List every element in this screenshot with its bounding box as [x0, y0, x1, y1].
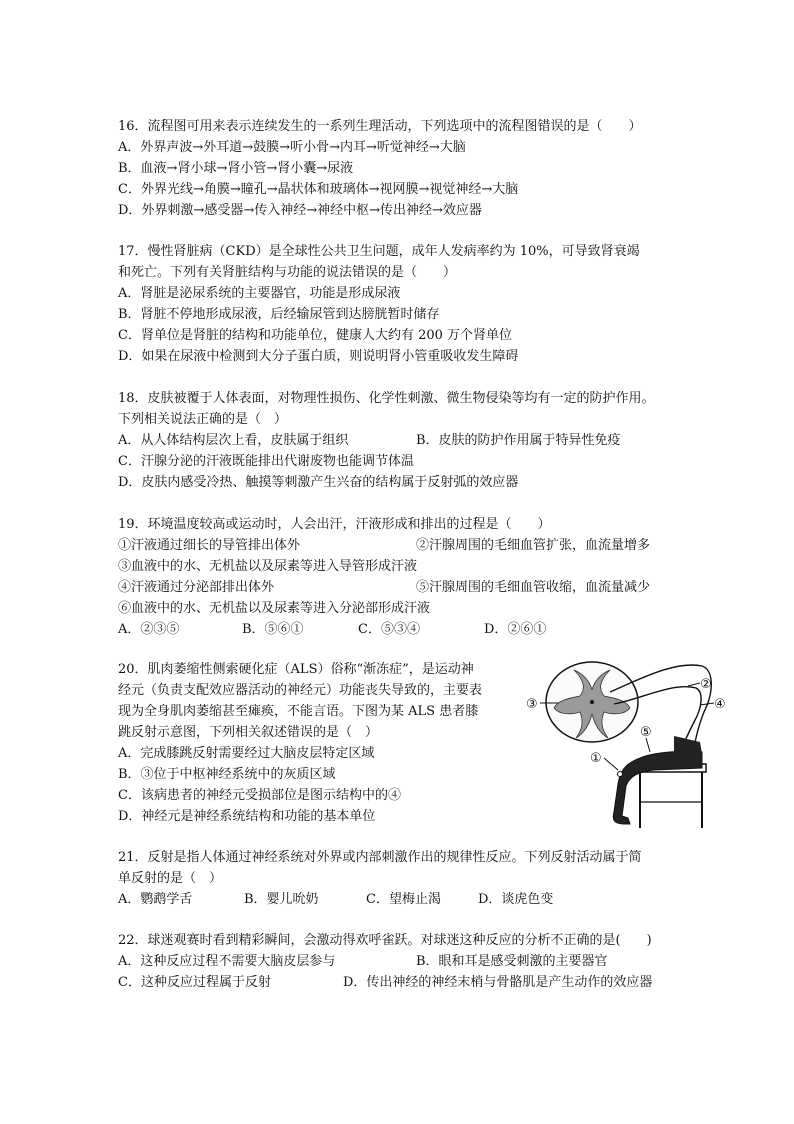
- options-row-cd: [118, 972, 688, 993]
- option-a: A．从人体结构层次上看，皮肤属于组织: [118, 433, 349, 448]
- option-b: B．眼和耳是感受刺激的主要器官: [416, 954, 608, 969]
- option-a: A．鹦鹉学舌: [118, 892, 193, 907]
- question-19: [118, 514, 688, 640]
- option-a: A．这种反应过程不需要大脑皮层参与: [118, 954, 336, 969]
- label-2: ②: [700, 677, 712, 692]
- option-b: B．血液→肾小球→肾小管→肾小囊→尿液: [118, 161, 354, 176]
- question-stem-line-1: 20．肌肉萎缩性侧索硬化症（ALS）俗称“渐冻症”，是运动神: [118, 662, 474, 677]
- central-canal: [590, 700, 594, 704]
- option-c: C．该病患者的神经元受损部位是图示结构中的④: [118, 788, 401, 803]
- question-stem-line-1: 18．皮肤被覆于人体表面，对物理性损伤、化学性刺激、微生物侵染等均有一定的防护作用。: [118, 391, 655, 406]
- statement-row: [118, 535, 688, 556]
- option-c: C．肾单位是肾脏的结构和功能单位，健康人大约有 200 万个肾单位: [118, 328, 513, 343]
- statement-1: ①汗液通过细长的导管排出体外: [118, 538, 301, 553]
- option-d: D．如果在尿液中检测到大分子蛋白质，则说明肾小管重吸收发生障碍: [118, 349, 519, 364]
- question-17: [118, 241, 688, 367]
- question-22: [118, 930, 688, 993]
- option-d: D．皮肤内感受冷热、触摸等刺激产生兴奋的结构属于反射弧的效应器: [118, 475, 519, 490]
- option-b: B．婴儿吮奶: [244, 892, 319, 907]
- option-d: D．传出神经的神经末梢与骨骼肌是产生动作的效应器: [343, 975, 653, 990]
- knee-reflex-diagram: [524, 652, 724, 832]
- options-row: [118, 889, 688, 910]
- options-row-ab: [118, 951, 688, 972]
- option-c: C．外界光线→角膜→瞳孔→晶状体和玻璃体→视网膜→视觉神经→大脑: [118, 182, 519, 197]
- option-d: D．②⑥①: [484, 622, 547, 637]
- statement-5: ⑤汗腺周围的毛细血管收缩，血流量减少: [416, 580, 651, 595]
- statement-4: ④汗液通过分泌部排出体外: [118, 580, 275, 595]
- patient-torso: [674, 736, 702, 754]
- question-16: [118, 116, 688, 221]
- question-stem: 19．环境温度较高或运动时，人会出汗，汗液形成和排出的过程是（ ）: [118, 517, 551, 532]
- question-stem-line-2: 和死亡。下列有关肾脏结构与功能的说法错误的是（ ）: [118, 265, 457, 280]
- question-stem: 22．球迷观赛时看到精彩瞬间，会激动得欢呼雀跃。对球迷这种反应的分析不正确的是( ): [118, 933, 652, 948]
- option-d: D．外界刺激→感受器→传入神经→神经中枢→传出神经→效应器: [118, 203, 482, 218]
- label-5: ⑤: [640, 725, 652, 740]
- statement-row: [118, 577, 688, 598]
- question-stem-line-2: 经元（负责支配效应器活动的神经元）功能丧失导致的，主要表: [118, 683, 483, 698]
- option-b: B．③位于中枢神经系统中的灰质区域: [118, 767, 336, 782]
- question-stem-line-2: 单反射的是（ ）: [118, 871, 223, 886]
- option-b: B．皮肤的防护作用属于特异性免疫: [416, 433, 621, 448]
- question-stem: 16．流程图可用来表示连续发生的一系列生理活动，下列选项中的流程图错误的是（ ）: [118, 119, 642, 134]
- option-a: A．完成膝跳反射需要经过大脑皮层特定区域: [118, 746, 375, 761]
- option-a: A．②③⑤: [118, 622, 180, 637]
- question-stem-line-1: 21．反射是指人体通过神经系统对外界或内部刺激作出的规律性反应。下列反射活动属于简: [118, 850, 642, 865]
- question-18: [118, 388, 688, 493]
- label-1: ①: [590, 751, 602, 766]
- statement-row: [118, 598, 688, 619]
- options-row: [118, 619, 688, 640]
- patient-legs: [613, 751, 702, 824]
- option-b: B．⑤⑥①: [242, 622, 304, 637]
- question-21: [118, 847, 688, 910]
- options-row-ab: [118, 430, 688, 451]
- option-d: D．神经元是神经系统结构和功能的基本单位: [118, 809, 376, 824]
- receptor-point: [618, 772, 623, 777]
- question-stem-line-2: 下列相关说法正确的是（ ）: [118, 412, 288, 427]
- option-c: C．汗腺分泌的汗液既能排出代谢废物也能调节体温: [118, 454, 414, 469]
- option-c: C．⑤③④: [358, 622, 420, 637]
- label-4: ④: [714, 697, 726, 712]
- option-a: A．肾脏是泌尿系统的主要器官，功能是形成尿液: [118, 286, 401, 301]
- option-a: A．外界声波→外耳道→鼓膜→听小骨→内耳→听觉神经→大脑: [118, 140, 466, 155]
- statement-3: ③血液中的水、无机盐以及尿素等进入导管形成汗液: [118, 559, 418, 574]
- label-3: ③: [526, 697, 538, 712]
- statement-row: [118, 556, 688, 577]
- option-c: C．这种反应过程属于反射: [118, 975, 271, 990]
- question-20: [118, 659, 518, 827]
- statement-2: ②汗腺周围的毛细血管扩张，血流量增多: [416, 538, 651, 553]
- question-stem-line-1: 17．慢性肾脏病（CKD）是全球性公共卫生问题，成年人发病率约为 10%，可导致肾衰竭: [118, 244, 640, 259]
- question-stem-line-3: 现为全身肌肉萎缩甚至瘫痪，不能言语。下图为某 ALS 患者膝: [118, 704, 479, 719]
- option-d: D．谈虎色变: [478, 892, 554, 907]
- option-c: C．望梅止渴: [366, 892, 441, 907]
- question-stem-line-4: 跳反射示意图，下列相关叙述错误的是（ ）: [118, 725, 379, 740]
- statement-6: ⑥血液中的水、无机盐以及尿素等进入分泌部形成汗液: [118, 601, 431, 616]
- option-b: B．肾脏不停地形成尿液，后经输尿管到达膀胱暂时储存: [118, 307, 440, 322]
